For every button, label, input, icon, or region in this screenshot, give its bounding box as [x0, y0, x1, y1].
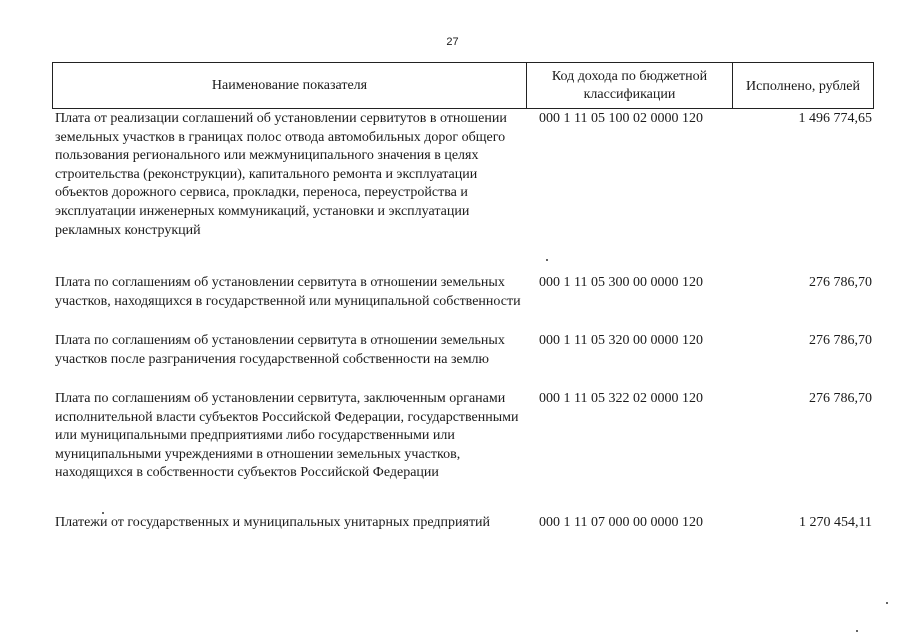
row-amount: 276 786,70 — [809, 275, 872, 290]
scan-speck — [546, 259, 548, 261]
row-code: 000 1 11 05 300 00 0000 120 — [539, 275, 703, 290]
table-header — [52, 62, 874, 109]
row-name: Плата от реализации соглашений об установлении сервитутов в отношении земельных участков в границах полос отвода автомобильных дорог общего пользования регионального или межмуниципального значения в целях строительства (реконструкции), капитального ремонта и эксплуатации объектов дорожного сервиса, прокладки, переноса, переустройства и эксплуатации инженерных коммуникаций, установки и эксплуатации рекламных конструкций — [55, 111, 507, 238]
page-number: 27 — [446, 36, 459, 48]
row-code: 000 1 11 05 320 00 0000 120 — [539, 333, 703, 348]
scan-speck — [102, 512, 104, 514]
row-amount: 1 270 454,11 — [799, 515, 872, 530]
scan-speck — [856, 630, 858, 632]
header-amount: Исполнено, рублей — [746, 78, 860, 94]
scan-speck — [886, 602, 888, 604]
row-code: 000 1 11 05 100 02 0000 120 — [539, 111, 703, 126]
header-code: Код дохода по бюджетной классификации — [527, 63, 733, 108]
row-amount: 276 786,70 — [809, 391, 872, 406]
row-code: 000 1 11 05 322 02 0000 120 — [539, 391, 703, 406]
row-name: Плата по соглашениям об установлении сервитута в отношении земельных участков, находящихся в государственной или муниципальной собственности — [55, 275, 521, 309]
row-name: Плата по соглашениям об установлении сервитута, заключенным органами исполнительной власти субъектов Российской Федерации, государственными или муниципальными предприятиями либо государственными или муниципальными учреждениями в отношении земельных участков, находящихся в собственности субъектов Российской Федерации — [55, 391, 519, 481]
row-name: Платежи от государственных и муниципальных унитарных предприятий — [55, 515, 491, 530]
row-amount: 276 786,70 — [809, 333, 872, 348]
row-name: Плата по соглашениям об установлении сервитута в отношении земельных участков после разграничения государственной собственности на землю — [55, 333, 505, 367]
header-name: Наименование показателя — [53, 63, 527, 108]
row-code: 000 1 11 07 000 00 0000 120 — [539, 515, 703, 530]
row-amount: 1 496 774,65 — [798, 111, 872, 126]
